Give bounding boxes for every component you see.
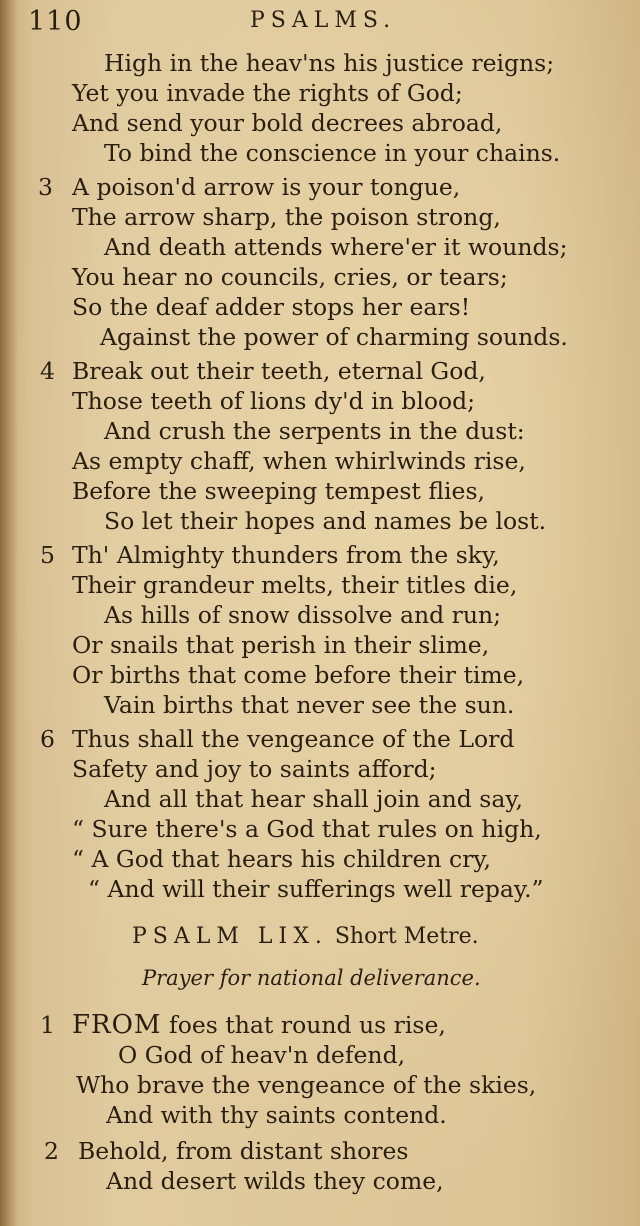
verse-line: Thus shall the vengeance of the Lord <box>72 725 515 753</box>
page-number: 110 <box>28 6 83 37</box>
verse-line: Behold, from distant shores <box>78 1137 409 1165</box>
psalm-title <box>132 924 479 949</box>
binding-gutter <box>0 0 18 1226</box>
verse-line: To bind the conscience in your chains. <box>104 139 561 167</box>
stanza-number: 5 <box>40 541 55 569</box>
verse-line: Against the power of charming sounds. <box>100 323 568 351</box>
verse-line: And with thy saints contend. <box>106 1101 447 1129</box>
verse-line: Who brave the vengeance of the skies, <box>76 1071 537 1099</box>
running-head: PSALMS. <box>250 8 397 33</box>
verse-line: Before the sweeping tempest flies, <box>72 477 485 505</box>
stanza-number: 3 <box>38 173 53 201</box>
verse-line: And send your bold decrees abroad, <box>72 109 503 137</box>
verse-line: Yet you invade the rights of God; <box>72 79 463 107</box>
verse-line: “ And will their sufferings well repay.” <box>88 875 544 903</box>
verse-line: So let their hopes and names be lost. <box>104 507 547 535</box>
verse-line: “ Sure there's a God that rules on high, <box>72 815 542 843</box>
verse-line: And death attends where'er it wounds; <box>104 233 568 261</box>
verse-line: And desert wilds they come, <box>106 1167 444 1195</box>
stanza-number: 2 <box>44 1137 59 1165</box>
psalm-subtitle: Prayer for national deliverance. <box>142 966 481 990</box>
verse-line: Their grandeur melts, their titles die, <box>72 571 518 599</box>
verse-line: O God of heav'n defend, <box>118 1041 406 1069</box>
verse-line: Vain births that never see the sun. <box>104 691 515 719</box>
verse-line <box>72 1010 446 1040</box>
verse-line: The arrow sharp, the poison strong, <box>72 203 501 231</box>
stanza-number: 6 <box>40 725 55 753</box>
verse-line: High in the heav'ns his justice reigns; <box>104 49 555 77</box>
verse-line: A poison'd arrow is your tongue, <box>72 173 461 201</box>
verse-line: And all that hear shall join and say, <box>104 785 524 813</box>
verse-line: Safety and joy to saints afford; <box>72 755 437 783</box>
verse-line: Or snails that perish in their slime, <box>72 631 490 659</box>
verse-line: As empty chaff, when whirlwinds rise, <box>72 447 526 475</box>
verse-line: Those teeth of lions dy'd in blood; <box>72 387 476 415</box>
verse-line: “ A God that hears his children cry, <box>72 845 491 873</box>
stanza-number: 1 <box>40 1011 55 1039</box>
page-header <box>0 4 640 44</box>
verse-line: Th' Almighty thunders from the sky, <box>72 541 500 569</box>
verse-line: Or births that come before their time, <box>72 661 525 689</box>
verse-line-text: foes that round us rise, <box>169 1011 446 1039</box>
metre-label: Short Metre. <box>334 924 479 949</box>
psalm-number-label: PSALM LIX. <box>132 924 328 949</box>
drop-cap: FROM <box>72 1010 162 1040</box>
stanza-number: 4 <box>40 357 55 385</box>
verse-line: As hills of snow dissolve and run; <box>104 601 502 629</box>
verse-line: So the deaf adder stops her ears! <box>72 293 471 321</box>
verse-line: Break out their teeth, eternal God, <box>72 357 486 385</box>
verse-line: You hear no councils, cries, or tears; <box>72 263 508 291</box>
verse-line: And crush the serpents in the dust: <box>104 417 525 445</box>
